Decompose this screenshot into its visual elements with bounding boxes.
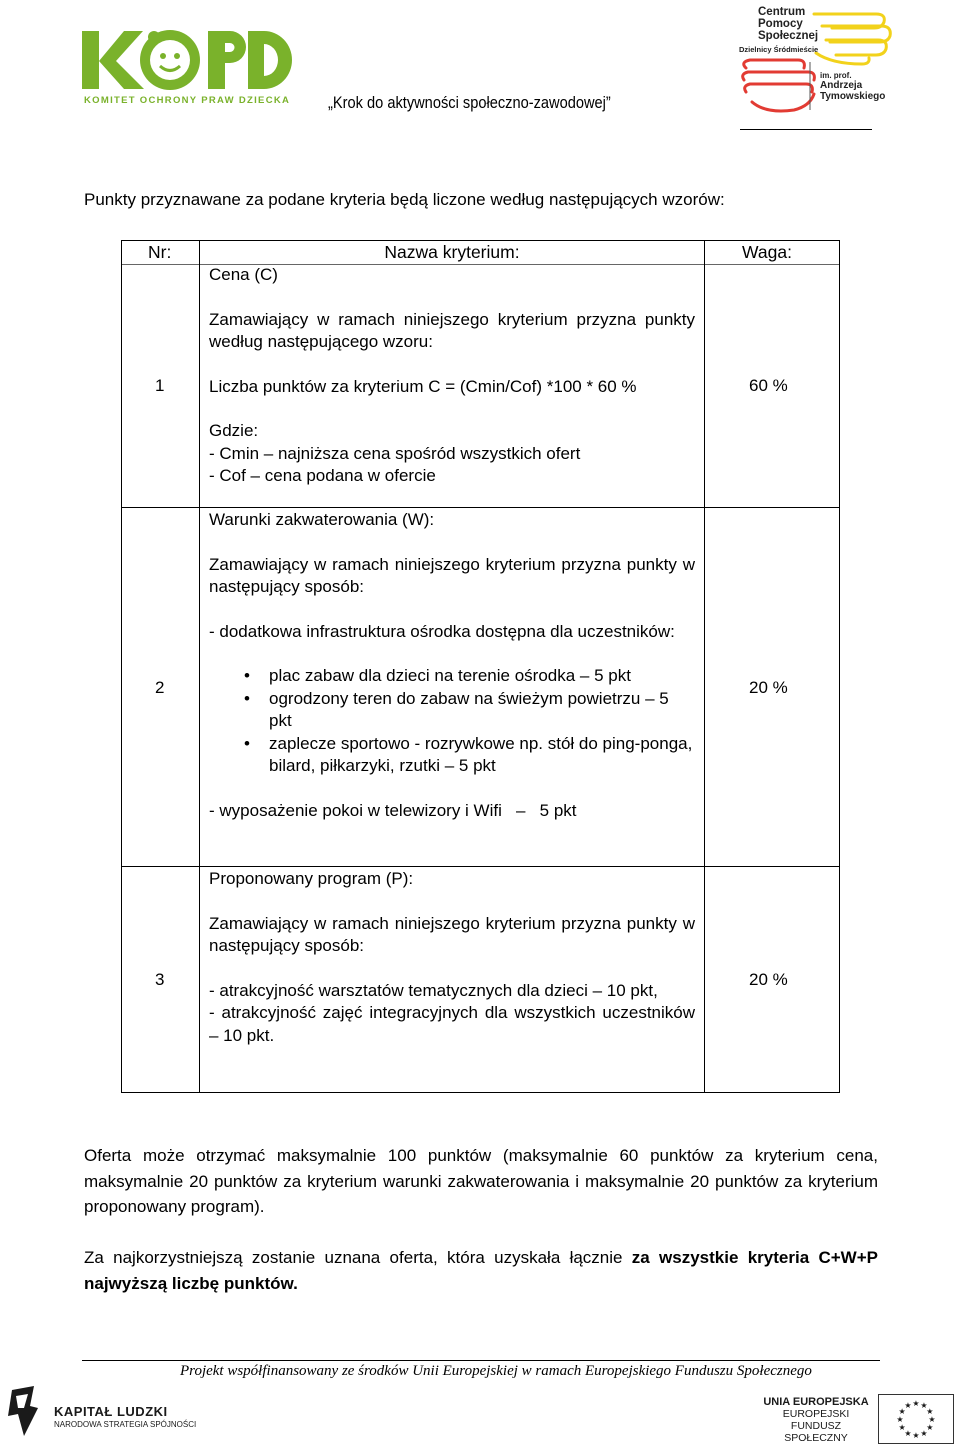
criterion-item: - atrakcyjność zajęć integracyjnych dla wszystkich uczestników – 10 pkt. xyxy=(209,1003,695,1045)
criterion-item: - atrakcyjność warsztatów tematycznych dla dzieci – 10 pkt, xyxy=(209,980,658,1000)
criterion-def: - Cmin – najniższa cena spośród wszystkich ofert xyxy=(209,443,581,463)
conclusion-bold: za wszystkie kryteria C+W+P najwyższą liczbę punktów. xyxy=(84,1248,878,1293)
kl-title: KAPITAŁ LUDZKI xyxy=(54,1404,168,1419)
criterion-intro: Zamawiający w ramach niniejszego kryterium przyzna punkty w następujący sposób: xyxy=(209,554,695,596)
star-icon: ★ xyxy=(920,1428,928,1438)
kl-subtitle: NARODOWA STRATEGIA SPÓJNOŚCI xyxy=(54,1420,197,1429)
list-item: • plac zabaw dla dzieci na terenie ośrodka – 5 pkt xyxy=(209,665,695,688)
row-3-weight: 20 % xyxy=(749,970,788,989)
header-rule xyxy=(740,129,872,130)
star-icon: ★ xyxy=(926,1407,934,1416)
star-icon: ★ xyxy=(904,1428,912,1438)
row-1-weight: 60 % xyxy=(749,376,788,395)
table-border xyxy=(704,240,705,1093)
table-border xyxy=(121,866,840,867)
cps-patron-name: Andrzeja Tymowskiego xyxy=(820,80,886,102)
table-border xyxy=(121,507,840,508)
cps-district: Dzielnicy Śródmieście xyxy=(739,45,819,54)
intro-text: Punkty przyznawane za podane kryteria będą liczone według następujących wzorów: xyxy=(84,190,725,209)
header-weight: Waga: xyxy=(742,242,792,262)
conclusion-text: Za najkorzystniejszą zostanie uznana oferta, która uzyskała łącznie xyxy=(84,1248,632,1267)
kopd-subtitle: KOMITET OCHRONY PRAW DZIECKA xyxy=(84,95,291,106)
list-item: • zaplecze sportowo - rozrywkowe np. stół do ping-ponga, bilard, piłkarzyki, rzutki – 5 pkt xyxy=(209,733,695,778)
row-3-nr: 3 xyxy=(155,970,165,989)
row-3-criterion xyxy=(209,868,695,1047)
star-icon: ★ xyxy=(928,1415,936,1424)
row-1-nr: 1 xyxy=(155,376,165,395)
star-icon: ★ xyxy=(904,1401,912,1411)
star-icon: ★ xyxy=(912,1399,920,1408)
criterion-where: Gdzie: xyxy=(209,421,259,440)
header-nr: Nr: xyxy=(148,242,172,262)
ue-text: UNIA EUROPEJSKA EUROPEJSKI FUNDUSZ SPOŁECZNY xyxy=(763,1396,869,1444)
criterion-title: Proponowany program (P): xyxy=(209,869,414,888)
criterion-title: Cena (C) xyxy=(209,265,278,284)
table-border xyxy=(199,240,200,1093)
summary-paragraph: Oferta może otrzymać maksymalnie 100 punktów (maksymalnie 60 punktów za kryterium cena, maksymalnie 20 punktów za kryterium warunki zakwaterowania i maksymalnie 20 punktów za kryterium proponowany program). xyxy=(84,1146,878,1216)
star-icon: ★ xyxy=(896,1415,904,1424)
cps-title: Centrum Pomocy Społecznej xyxy=(758,6,819,42)
list-item: • ogrodzony teren do zabaw na świeżym powietrzu – 5 pkt xyxy=(209,688,695,733)
row-2-weight: 20 % xyxy=(749,678,788,697)
criterion-lead: - dodatkowa infrastruktura ośrodka dostępna dla uczestników: xyxy=(209,621,675,641)
row-2-criterion xyxy=(209,509,695,822)
criterion-intro: Zamawiający w ramach niniejszego kryterium przyzna punkty według następującego wzoru: xyxy=(209,309,695,351)
star-icon: ★ xyxy=(920,1401,928,1411)
criterion-def: - Cof – cena podana w ofercie xyxy=(209,466,436,485)
footer-rule xyxy=(82,1360,880,1361)
conclusion-paragraph xyxy=(84,1245,878,1296)
table-border xyxy=(839,240,840,1093)
criterion-extra: - wyposażenie pokoi w telewizory i Wifi – 5 pkt xyxy=(209,800,577,820)
row-2-nr: 2 xyxy=(155,678,165,697)
kapital-ludzki-logo xyxy=(4,1384,44,1439)
table-border xyxy=(121,1092,840,1093)
criterion-formula: Liczba punktów za kryterium C = (Cmin/Cof) *100 * 60 % xyxy=(209,376,637,396)
table-border xyxy=(121,240,122,1093)
cps-patron-prefix: im. prof. xyxy=(820,71,852,80)
eu-flag xyxy=(878,1394,954,1444)
footer-text: Projekt współfinansowany ze środków Unii Europejskiej w ramach Europejskiego Funduszu Społecznego xyxy=(180,1363,812,1379)
project-tagline: „Krok do aktywności społeczno-zawodowej” xyxy=(328,93,611,112)
criterion-title: Warunki zakwaterowania (W): xyxy=(209,510,435,529)
star-icon: ★ xyxy=(898,1407,906,1416)
star-icon: ★ xyxy=(898,1423,906,1432)
star-icon: ★ xyxy=(926,1423,934,1432)
amenities-list xyxy=(209,665,695,778)
criterion-intro: Zamawiający w ramach niniejszego kryterium przyzna punkty w następujący sposób: xyxy=(209,913,695,955)
row-1-criterion xyxy=(209,264,695,488)
star-icon: ★ xyxy=(912,1431,920,1440)
header-name: Nazwa kryterium: xyxy=(384,242,520,262)
